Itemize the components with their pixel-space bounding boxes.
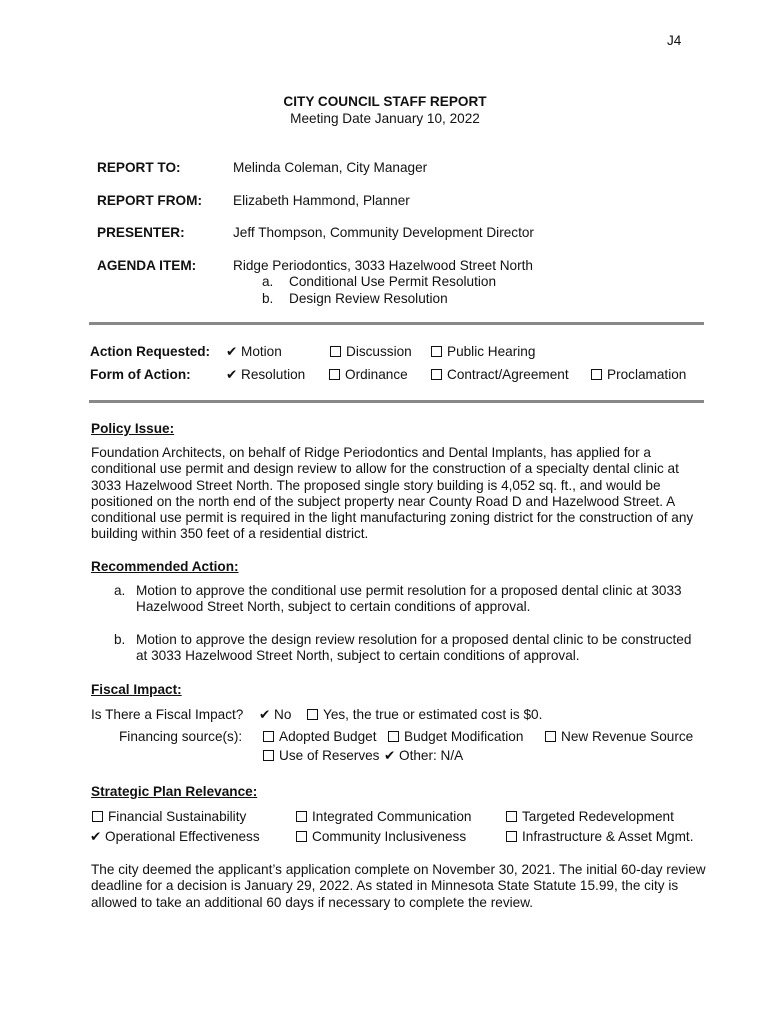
checkbox-icon: [329, 369, 340, 380]
checkmark-icon: ✔: [384, 748, 396, 763]
checkbox-icon: [296, 811, 307, 822]
report-title: CITY COUNCIL STAFF REPORT: [283, 94, 487, 109]
report-from-value: Elizabeth Hammond, Planner: [233, 193, 410, 208]
checkbox-icon: [263, 731, 274, 742]
recommended-action-heading: Recommended Action:: [91, 559, 239, 574]
checkbox-icon: [431, 346, 442, 357]
agenda-item-value: Ridge Periodontics, 3033 Hazelwood Street North: [233, 258, 533, 273]
option-label: Public Hearing: [447, 344, 536, 359]
policy-issue-text: Foundation Architects, on behalf of Ridge Periodontics and Dental Implants, has applied for a conditional use permit and design review to allow for the construction of a specialty dental clinic at 3033 Hazelwood Street North. The proposed single story building is 4,052 sq. ft., and would be positioned on the north end of the subject property near County Road D and Hazelwood Street. A conditional use permit is required in the light manufacturing zoning district for the construction of any building within 350 feet of a residential district.: [91, 445, 694, 542]
checkbox-icon: [431, 369, 442, 380]
plan-community-inclusiveness[interactable]: [296, 829, 466, 844]
option-ordinance[interactable]: [329, 367, 408, 382]
report-to-value: Melinda Coleman, City Manager: [233, 160, 428, 175]
plan-targeted-redevelopment[interactable]: [506, 809, 674, 824]
source-budget-modification[interactable]: [388, 729, 523, 744]
option-public-hearing[interactable]: [431, 344, 535, 359]
agenda-subitem: Design Review Resolution: [289, 291, 448, 306]
source-other[interactable]: [384, 748, 463, 764]
option-label: New Revenue Source: [561, 729, 694, 744]
option-label: No: [274, 707, 292, 722]
option-label: Community Inclusiveness: [312, 829, 467, 844]
option-label: Financial Sustainability: [108, 809, 247, 824]
list-marker: a.: [114, 583, 126, 598]
option-label: Use of Reserves: [279, 748, 380, 763]
plan-integrated-communication[interactable]: [296, 809, 471, 824]
financing-label: Financing source(s):: [119, 729, 243, 744]
meeting-date: Meeting Date January 10, 2022: [290, 111, 480, 126]
page-id: J4: [667, 33, 682, 48]
fiscal-impact-question: Is There a Fiscal Impact?: [91, 707, 244, 722]
plan-financial-sustainability[interactable]: [92, 809, 246, 824]
option-label: Contract/Agreement: [447, 367, 569, 382]
checkbox-icon: [506, 831, 517, 842]
option-label: Discussion: [346, 344, 412, 359]
divider: [89, 400, 704, 403]
fiscal-answer-no[interactable]: [259, 707, 291, 723]
plan-infrastructure-asset[interactable]: [506, 829, 694, 844]
report-to-label: REPORT TO:: [97, 160, 181, 175]
agenda-subitem: Conditional Use Permit Resolution: [289, 274, 497, 289]
plan-operational-effectiveness[interactable]: [90, 829, 260, 845]
action-requested-label: Action Requested:: [90, 344, 211, 359]
agenda-subitem-marker: b.: [262, 291, 274, 306]
option-label: Adopted Budget: [279, 729, 377, 744]
option-discussion[interactable]: [330, 344, 412, 359]
closing-paragraph: The city deemed the applicant’s application complete on November 30, 2021. The initial 60-day review deadline for a decision is January 29, 2022. As stated in Minnesota State Statute 15.99, the city is allowed to take an additional 60 days if necessary to complete the review.: [91, 862, 706, 910]
checkbox-icon: [330, 346, 341, 357]
checkbox-icon: [545, 731, 556, 742]
agenda-item-label: AGENDA ITEM:: [97, 258, 197, 273]
option-proclamation[interactable]: [591, 367, 686, 382]
option-label: Motion: [241, 344, 282, 359]
list-marker: b.: [114, 632, 126, 647]
option-label: Operational Effectiveness: [105, 829, 260, 844]
option-label: Integrated Communication: [312, 809, 472, 824]
agenda-subitem-marker: a.: [262, 274, 274, 289]
option-contract-agreement[interactable]: [431, 367, 569, 382]
divider: [89, 322, 704, 325]
source-use-of-reserves[interactable]: [263, 748, 379, 763]
option-label: Infrastructure & Asset Mgmt.: [522, 829, 694, 844]
option-label: Targeted Redevelopment: [522, 809, 674, 824]
strategic-plan-heading: Strategic Plan Relevance:: [91, 784, 258, 799]
checkmark-icon: ✔: [259, 707, 271, 722]
form-of-action-label: Form of Action:: [90, 367, 191, 382]
checkmark-icon: ✔: [90, 829, 102, 844]
option-label: Other: N/A: [399, 748, 464, 763]
option-label: Resolution: [241, 367, 306, 382]
checkbox-icon: [296, 831, 307, 842]
checkbox-icon: [263, 750, 274, 761]
option-motion[interactable]: [226, 344, 282, 360]
option-resolution[interactable]: [226, 367, 305, 383]
recommended-action-item: Motion to approve the conditional use permit resolution for a proposed dental clinic at 3033 Hazelwood Street North, subject to certain conditions of approval.: [136, 583, 682, 615]
option-label: Ordinance: [345, 367, 408, 382]
policy-issue-heading: Policy Issue:: [91, 421, 175, 436]
source-adopted-budget[interactable]: [263, 729, 377, 744]
checkmark-icon: ✔: [226, 367, 238, 382]
checkbox-icon: [307, 709, 318, 720]
checkmark-icon: ✔: [226, 344, 238, 359]
fiscal-answer-yes[interactable]: [307, 707, 542, 722]
source-new-revenue[interactable]: [545, 729, 693, 744]
presenter-label: PRESENTER:: [97, 225, 185, 240]
presenter-value: Jeff Thompson, Community Development Director: [233, 225, 534, 240]
checkbox-icon: [591, 369, 602, 380]
checkbox-icon: [92, 811, 103, 822]
report-from-label: REPORT FROM:: [97, 193, 202, 208]
option-label: Budget Modification: [404, 729, 524, 744]
checkbox-icon: [388, 731, 399, 742]
fiscal-impact-heading: Fiscal Impact:: [91, 682, 182, 697]
option-label: Yes, the true or estimated cost is $0.: [323, 707, 543, 722]
option-label: Proclamation: [607, 367, 687, 382]
checkbox-icon: [506, 811, 517, 822]
recommended-action-item: Motion to approve the design review resolution for a proposed dental clinic to be constructed at 3033 Hazelwood Street North, subject to certain conditions of approval.: [136, 632, 692, 664]
